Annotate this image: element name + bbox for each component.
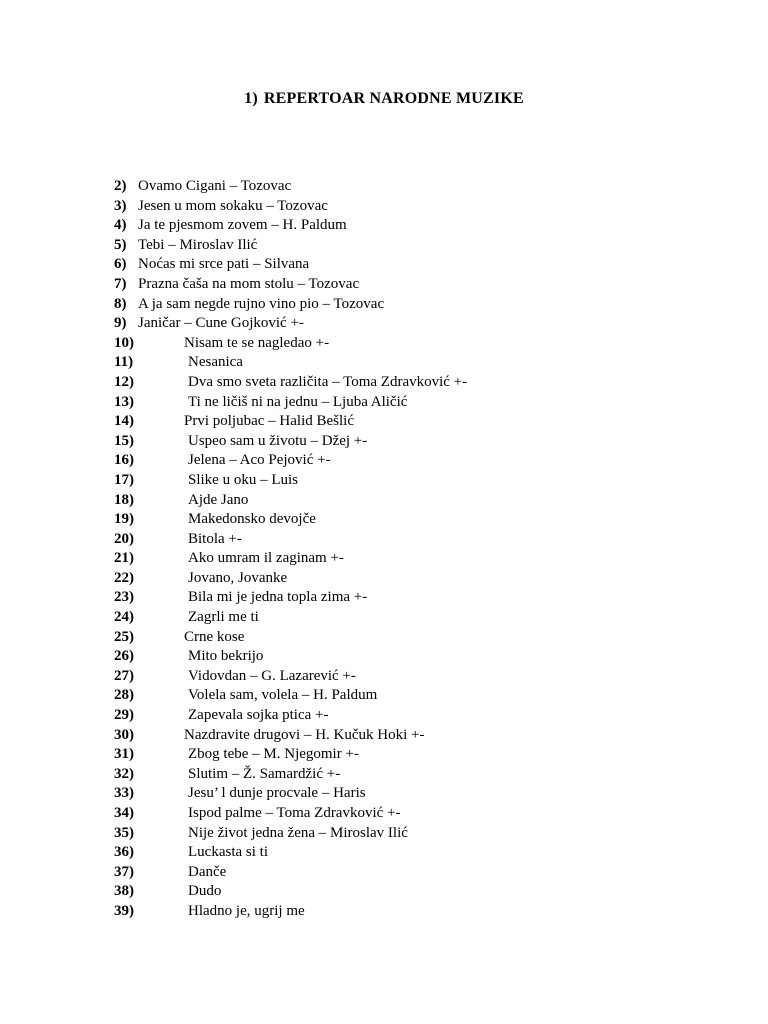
song-title: Nisam te se nagledao +- [184,334,330,351]
song-title: Hladno je, ugrij me [188,902,305,919]
song-title: Prvi poljubac – Halid Bešlić [184,413,354,430]
list-item [114,530,714,550]
song-title: Zbog tebe – M. Njegomir +- [188,746,359,763]
song-title: Vidovdan – G. Lazarević +- [188,667,356,684]
song-title: Bila mi je jedna topla zima +- [188,589,368,606]
item-number: 29) [114,707,134,724]
item-number: 26) [114,648,134,665]
item-number: 5) [114,236,127,253]
list-item [114,197,714,217]
list-item [114,765,714,785]
song-title: Danče [188,863,227,880]
item-number: 32) [114,765,134,782]
title-number: 1) [244,90,258,107]
song-title: Ajde Jano [188,491,249,508]
list-item [114,804,714,824]
item-number: 7) [114,275,127,292]
item-number: 17) [114,471,134,488]
song-title: Slike u oku – Luis [188,471,299,488]
item-number: 18) [114,491,134,508]
item-number: 15) [114,432,134,449]
item-number: 22) [114,569,134,586]
song-title: Ako umram il zaginam +- [188,550,344,567]
item-number: 20) [114,530,134,547]
list-item [114,295,714,315]
list-item [114,393,714,413]
song-title: Nazdravite drugovi – H. Kučuk Hoki +- [184,726,425,743]
song-title: Ja te pjesmom zovem – H. Paldum [138,217,347,234]
item-number: 3) [114,197,127,214]
list-item [114,569,714,589]
list-item [114,843,714,863]
song-title: Slutim – Ž. Samardžić +- [188,765,341,782]
item-number: 27) [114,667,134,684]
item-number: 4) [114,217,127,234]
song-title: Ti ne ličiš ni na jednu – Ljuba Aličić [188,393,408,410]
list-item [114,451,714,471]
item-number: 9) [114,315,127,332]
song-list [114,177,714,922]
song-title: Tebi – Miroslav Ilić [138,236,258,253]
item-number: 25) [114,628,134,645]
title-text: REPERTOAR NARODNE MUZIKE [263,90,524,107]
list-item [114,255,714,275]
song-title: Noćas mi srce pati – Silvana [138,256,310,273]
item-number: 36) [114,844,134,861]
list-item [114,784,714,804]
page-title [0,90,768,108]
item-number: 39) [114,902,134,919]
song-title: Prazna čaša na mom stolu – Tozovac [138,275,360,292]
list-item [114,275,714,295]
list-item [114,334,714,354]
song-title: Zapevala sojka ptica +- [188,707,329,724]
list-item [114,588,714,608]
item-number: 38) [114,883,134,900]
item-number: 2) [114,178,127,194]
song-title: Uspeo sam u životu – Džej +- [188,432,368,449]
song-title: Luckasta si ti [188,844,268,861]
song-title: Dudo [188,883,222,900]
list-item [114,628,714,648]
item-number: 30) [114,726,134,743]
list-item [114,863,714,883]
song-title: Bitola +- [188,530,242,547]
list-item [114,177,714,197]
list-item [114,491,714,511]
list-item [114,882,714,902]
song-title: Zagrli me ti [188,609,259,626]
list-item [114,236,714,256]
item-number: 6) [114,256,127,273]
song-title: Jovano, Jovanke [188,569,288,586]
list-item [114,686,714,706]
item-number: 35) [114,824,134,841]
list-item [114,726,714,746]
song-title: Nije život jedna žena – Miroslav Ilić [188,824,408,841]
list-item [114,471,714,491]
song-title: Volela sam, volela – H. Paldum [188,687,378,704]
list-item [114,216,714,236]
song-title: Dva smo sveta različita – Toma Zdravković +- [188,373,468,390]
list-item [114,373,714,393]
item-number: 34) [114,805,134,821]
song-title: A ja sam negde rujno vino pio – Tozovac [138,295,385,312]
list-item [114,745,714,765]
list-item [114,608,714,628]
song-title: Janičar – Cune Gojković +- [138,315,304,332]
song-title: Ispod palme – Toma Zdravković +- [188,805,401,821]
list-item [114,432,714,452]
list-item [114,314,714,334]
item-number: 8) [114,295,127,312]
item-number: 13) [114,393,134,410]
item-number: 12) [114,373,134,390]
song-title: Makedonsko devojče [188,511,316,528]
item-number: 23) [114,589,134,606]
item-number: 33) [114,785,134,802]
item-number: 19) [114,511,134,528]
song-title: Ovamo Cigani – Tozovac [138,178,292,194]
item-number: 31) [114,746,134,763]
list-item [114,824,714,844]
item-number: 14) [114,413,134,430]
list-item [114,510,714,530]
list-item [114,667,714,687]
item-number: 37) [114,863,134,880]
song-title: Jelena – Aco Pejović +- [188,452,331,469]
list-item [114,549,714,569]
item-number: 21) [114,550,134,567]
song-title: Jesu’ l dunje procvale – Haris [188,785,366,802]
list-item [114,706,714,726]
item-number: 10) [114,334,134,351]
list-item [114,647,714,667]
item-number: 16) [114,452,134,469]
list-item [114,412,714,432]
item-number: 11) [114,354,134,371]
song-title: Jesen u mom sokaku – Tozovac [138,197,328,214]
item-number: 28) [114,687,134,704]
list-item [114,353,714,373]
item-number: 24) [114,609,134,626]
song-title: Crne kose [184,628,245,645]
song-title: Mito bekrijo [188,648,264,665]
list-item [114,902,714,922]
song-title: Nesanica [188,354,243,371]
